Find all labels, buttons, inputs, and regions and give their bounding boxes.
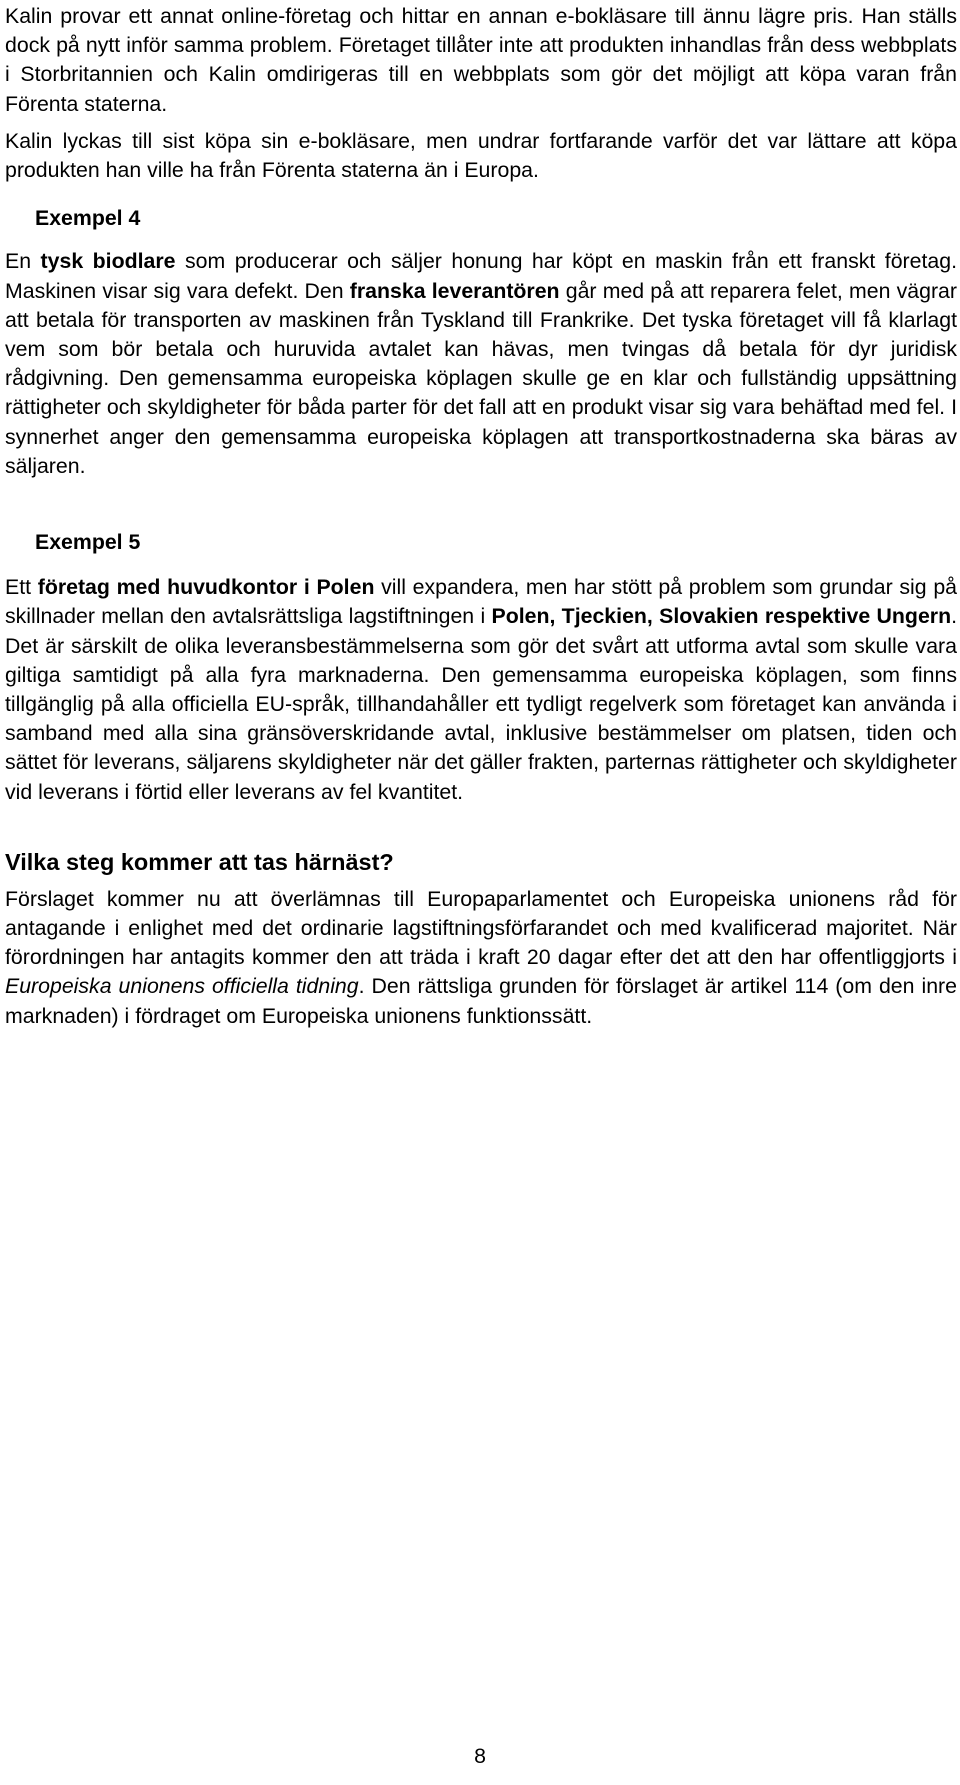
next-steps-heading: Vilka steg kommer att tas härnäst? xyxy=(5,848,394,875)
next-steps-paragraph: Förslaget kommer nu att överlämnas till Europaparlamentet och Europeiska unionens råd för antagande i enlighet med det ordinarie lagstiftningsförfarandet och med kvalificerad majoritet. När förordningen har antagits kommer den att träda i kraft 20 dagar efter det att den har offentliggjorts i Europeiska unionens officiella tidning. Den rättsliga grunden för förslaget är artikel 114 (om den inre marknaden) i fördraget om Europeiska unionens funktionssätt. xyxy=(5,886,957,1028)
example-4-paragraph: En tysk biodlare som producerar och säljer honung har köpt en maskin från ett franskt företag. Maskinen visar sig vara defekt. Den franska leverantören går med på att reparera felet, men vägrar att betala för transporten av maskinen från Tyskland till Frankrike. Det tyska företaget vill få klarlagt vem som bör betala och huruvida avtalet kan hävas, men tvingas då betala för dyr juridisk rådgivning. Den gemensamma europeiska köplagen skulle ge en klar och fullständig uppsättning rättigheter och skyldigheter för båda parter för det fall att en produkt visar sig vara behäftad med fel. I synnerhet anger den gemensamma europeiska köplagen att transportkostnaderna ska bäras av säljaren. xyxy=(5,249,957,478)
example-5-paragraph: Ett företag med huvudkontor i Polen vill expandera, men har stött på problem som grundar sig på skillnader mellan den avtalsrättsliga lagstiftningen i Polen, Tjeckien, Slovakien respektive Ungern. Det är särskilt de olika leveransbestämmelserna som gör det svårt att utforma avtal som skulle vara giltiga samtidigt på alla fyra marknaderna. Den gemensamma europeiska köplagen, som finns tillgänglig på alla officiella EU-språk, tillhandahåller ett tydligt regelverk som företaget kan använda i samband med alla sina gränsöverskridande avtal, inklusive bestämmelser om platsen, tiden och sättet för leverans, säljarens skyldigheter när det gäller frakten, parternas rättigheter och skyldigheter vid leverans i förtid eller leverans av fel kvantitet. xyxy=(5,575,958,804)
document-page xyxy=(5,0,957,1031)
paragraph-kalin-1: Kalin provar ett annat online-företag och hittar en annan e-bokläsare till ännu lägre pris. Han ställs dock på nytt inför samma problem. Företaget tillåter inte att produkten inhandlas från dess webbplats i Storbritannien och Kalin omdirigeras till en webbplats som gör det möjligt att köpa varan från Förenta staterna. xyxy=(5,4,957,116)
example-5-heading: Exempel 5 xyxy=(35,530,141,555)
page-number: 8 xyxy=(474,1744,486,1768)
example-4-heading: Exempel 4 xyxy=(35,206,141,231)
paragraph-kalin-2: Kalin lyckas till sist köpa sin e-bokläsare, men undrar fortfarande varför det var lättare att köpa produkten han ville ha från Förenta staterna än i Europa. xyxy=(5,128,957,183)
